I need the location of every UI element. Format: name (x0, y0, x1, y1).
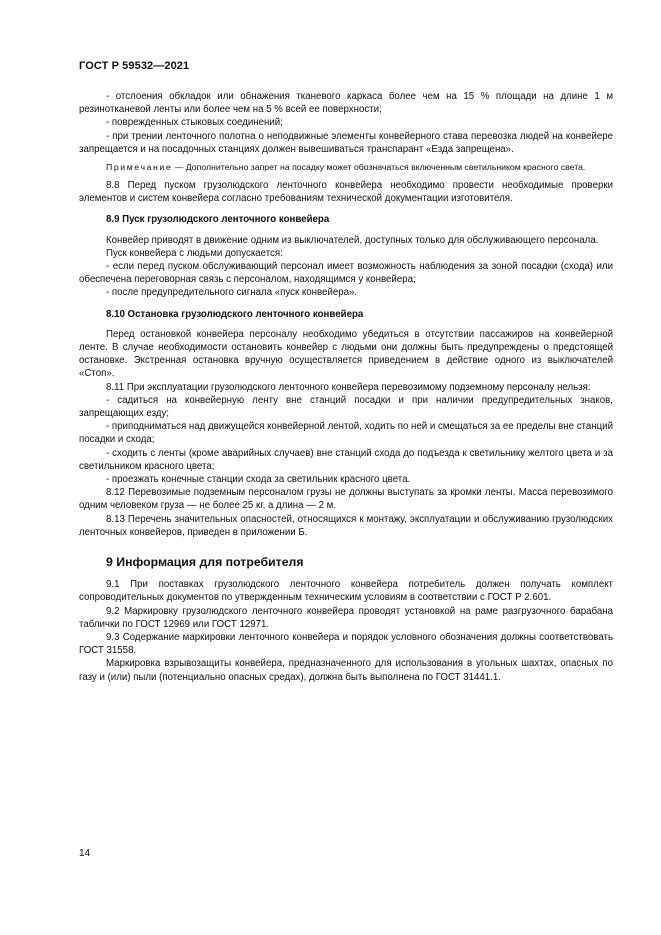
paragraph-8-8: 8.8 Перед пуском грузолюдского ленточного конвейера необходимо провести необходимые проверки элементов и систем конвейера согласно требованиям технической документации изготовителя. (79, 180, 613, 205)
list-item: - приподниматься над движущейся конвейерной лентой, ходить по ней и смещаться за ее пределы вне станций посадки и схода; (79, 421, 613, 446)
paragraph: Пуск конвейера с людьми допускается: (106, 247, 283, 259)
paragraph: Конвейер приводят в движение одним из выключателей, доступных только для обслуживающего персонала. (106, 234, 599, 246)
section-heading-9: 9 Информация для потребителя (106, 555, 304, 570)
list-item: - проезжать конечные станции схода за светильник красного цвета. (106, 474, 411, 486)
list-item: - садиться на конвейерную ленту вне станций посадки и при наличии предупредительных знаков, запрещающих езду; (79, 394, 613, 420)
document-header: ГОСТ Р 59532—2021 (79, 60, 190, 72)
list-item: - сходить с ленты (кроме аварийных случаев) вне станций схода до подъезда к светильнику желтого цвета и за светильником красного цвета; (79, 447, 613, 472)
heading-8-10: 8.10 Остановка грузолюдского ленточного конвейера (106, 308, 364, 320)
paragraph-8-11: 8.11 При эксплуатации грузолюдского ленточного конвейера перевозимому подземному персоналу нельзя: (106, 381, 591, 393)
note-label: Примечание (106, 162, 173, 173)
note (79, 161, 613, 173)
paragraph-8-13: 8.13 Перечень значительных опасностей, относящихся к монтажу, эксплуатации и обслуживанию грузолюдских ленточных конвейеров, приведен в приложении Б. (79, 513, 613, 538)
list-item: - при трении ленточного полотна о неподвижные элементы конвейерного става перевозка людей на конвейере запрещается и на посадочных станциях должен вывешиваться транспарант «Езда запрещена». (79, 130, 613, 155)
paragraph-9-2: 9.2 Маркировку грузолюдского ленточного конвейера проводят установкой на раме разгрузочного барабана таблички по ГОСТ 12969 или ГОСТ 12971. (79, 605, 613, 630)
paragraph-9-1: 9.1 При поставках грузолюдского ленточного конвейера потребитель должен получать комплект сопроводительных документов по утвержденным техническим условиям в соответствии с ГОСТ Р 2.601. (79, 579, 613, 604)
list-item: - после предупредительного сигнала «пуск конвейера». (106, 287, 358, 299)
page-number: 14 (79, 848, 91, 859)
list-item: - если перед пуском обслуживающий персонал имеет возможность наблюдения за зоной посадки (схода) или обеспечена переговорная связь с персоналом, находящимся у конвейера; (79, 261, 613, 286)
list-item: - поврежденных стыковых соединений; (106, 117, 283, 129)
note-text: — Дополнительно запрет на посадку может обозначаться включенным светильником красного света. (172, 162, 586, 173)
heading-8-9: 8.9 Пуск грузолюдского ленточного конвейера (106, 214, 330, 226)
paragraph-9-3: 9.3 Содержание маркировки ленточного конвейера и порядок условного обозначения должны соответствовать ГОСТ 31558. (79, 631, 613, 657)
document-body (79, 90, 613, 684)
list-item: - отслоения обкладок или обнажения тканевого каркаса более чем на 15 % площади на длине 1 м резинотканевой ленты или более чем на 5 % всей ее поверхности; (79, 91, 613, 116)
paragraph-8-12: 8.12 Перевозимые подземным персоналом грузы не должны выступать за кромки ленты. Масса перевозимого одним человеком груза — не более 25 кг, а длина — 2 м. (79, 487, 613, 512)
paragraph: Маркировка взрывозащиты конвейера, предназначенного для использования в угольных шахтах, опасных по газу и (или) пыли (потенциально опасных средах), должна быть выполнена по ГОСТ 31441.1. (79, 658, 613, 683)
paragraph: Перед остановкой конвейера персоналу необходимо убедиться в отсутствии пассажиров на конвейерной ленте. В случае необходимости остановить конвейер с людьми они должны быть предупреждены о предстоящей остановке. Экстренная остановка вручную осуществляется приведением в действие одного из выключателей «Стоп». (79, 328, 613, 380)
